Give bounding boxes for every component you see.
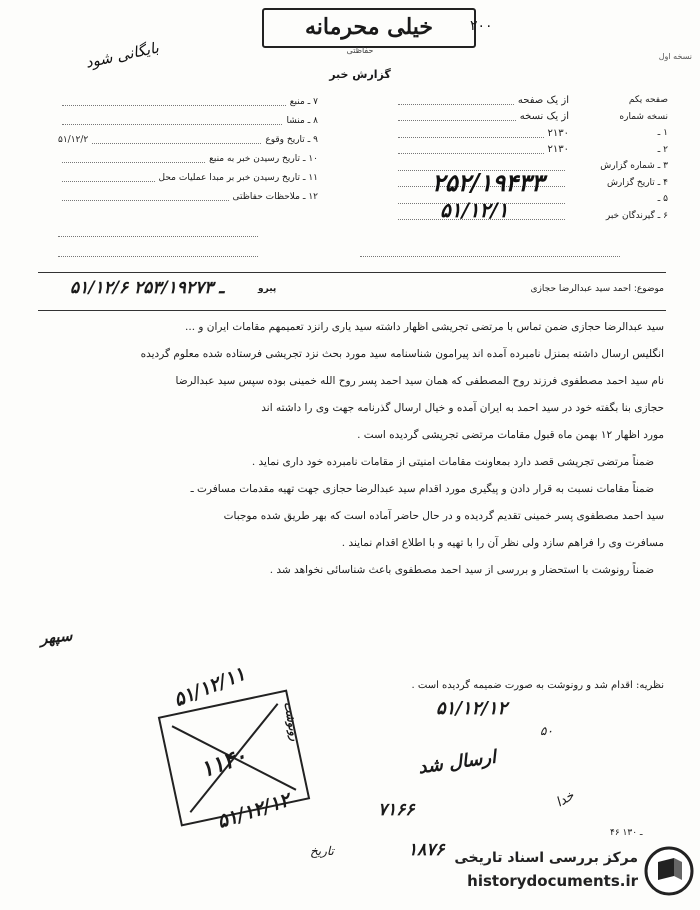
closing-remark: نظریه: اقدام شد و رونوشت به صورت ضمیمه گردیده است . <box>411 680 664 691</box>
body-line: مسافرت وی را فراهم سازد ولی نظر آن را با تهیه و با اطلاع اقدام نمایند . <box>341 537 664 549</box>
archive-logo-icon <box>644 846 694 896</box>
form-row: ۳ ـ شماره گزارش <box>398 158 668 175</box>
form-row: ۱۲ ـ ملاحظات حفاظتی <box>58 187 318 206</box>
form-row: ۱۰ ـ تاریخ رسیدن خبر به منبع <box>58 149 318 168</box>
handwritten-signature-2: ارسال شد <box>416 746 498 779</box>
handwritten-closing-sub: ۵۰ <box>540 724 553 738</box>
page-number: ۴۶ ـ ۱۳۰ <box>610 828 643 838</box>
handwritten-report-date: ۵۱/۱۲/۱ <box>440 198 509 222</box>
form-row: ۶ ـ گیرندگان خبر <box>398 208 668 225</box>
form-row: صفحه یکم از یک صفحه <box>398 92 668 109</box>
form-row: ۴ ـ تاریخ گزارش <box>398 175 668 192</box>
form-left <box>58 92 318 206</box>
copy-label: نسخه اول <box>658 52 692 61</box>
form-right <box>398 92 668 224</box>
report-title: گزارش خبر <box>329 68 391 81</box>
handwritten-signature: سپهر <box>39 626 74 648</box>
body-line: ضمناً مرتضی تجریشی قصد دارد بمعاونت مقامات امنیتی از مقامات نامبرده خود داری نماید . <box>251 456 654 468</box>
subject-line: موضوع: احمد سید عبدالرضا حجازی <box>530 284 664 294</box>
watermark-url: historydocuments.ir <box>467 872 638 890</box>
watermark <box>430 842 694 900</box>
divider <box>38 272 666 273</box>
form-row: ۲ ـ ۲۱۳۰ <box>398 142 668 159</box>
handwritten-closing-date: ۵۱/۱۲/۱۲ <box>436 698 508 719</box>
stamp-number: ۱۱۴۰ <box>196 742 251 784</box>
blank-line <box>360 256 620 257</box>
body-line: ضمناً رونوشت با استحضار و بررسی از سید احمد مصطفوی باعث شناسائی نخواهد شد . <box>269 564 654 576</box>
body-line: حجازی بنا بگفته خود در سید احمد به ایران آمده و خیال ارسال گذرنامه جهت وی را داشته اند <box>261 402 664 414</box>
handwritten-word: تاریخ <box>310 844 334 858</box>
body-line: مورد اظهار ۱۲ بهمن ماه قبول مقامات مرتضی تجریشی گردیده است . <box>357 429 664 441</box>
body-line: نام سید احمد مصطفوی فرزند روح المصطفی که همان سید احمد پسر روح الله خمینی بوده سپس سید عبدالرضا <box>175 375 664 387</box>
form-row: ۷ ـ منبع <box>58 92 318 111</box>
handwritten-margin-word: خدا <box>553 788 577 811</box>
handwritten-stamp-date: ۵۱/۱۲/۱۱ <box>170 662 249 712</box>
blank-line <box>58 236 258 237</box>
handwritten-report-number: ۲۵۲/۱۹۴۳۳ <box>432 168 544 197</box>
handwritten-subject-number: ۵۱/۱۲/۶ ـ ۲۵۳/۱۹۲۷۳ <box>70 278 225 298</box>
classification-stamp: خیلی محرمانه <box>262 8 476 48</box>
top-subtitle: حفاظتی <box>346 46 374 55</box>
watermark-title: مرکز بررسی اسناد تاریخی <box>454 850 638 866</box>
handwritten-margin-note: بایگانی شود <box>83 38 161 72</box>
body-line: انگلیس ارسال داشته بمنزل نامبرده آمده اند پیرامون شناسنامه سید مورد بحث نزد تجریشی فرستاده شده معلوم گردیده <box>140 348 664 360</box>
form-row: ۸ ـ منشا <box>58 111 318 130</box>
stamp-vertical-text: رونوشت <box>281 700 302 742</box>
form-row: ۱۱ ـ تاریخ رسیدن خبر بر مبدا عملیات محل <box>58 168 318 187</box>
divider <box>38 310 666 311</box>
handwritten-number: ۷۱۶۶ <box>378 800 415 820</box>
form-row: نسخه شماره از یک نسخه <box>398 109 668 126</box>
form-row: ۵ ـ <box>398 191 668 208</box>
handwritten-number-2: ۱۸۷۶ <box>408 840 445 860</box>
form-row: ۹ ـ تاریخ وقوع ۵۱/۱۲/۲ <box>58 134 318 145</box>
blank-line <box>58 256 258 257</box>
body-line: ضمناً مقامات نسبت به قرار دادن و پیگیری مورد اقدام سید عبدالرضا حجازی جهت تهیه مقدمات مسافرت ـ <box>190 483 654 495</box>
body-line: سید احمد مصطفوی پسر خمینی تقدیم گردیده و در حال حاضر آماده است که بهر طریق شده موجبات <box>223 510 664 522</box>
report-body <box>34 320 664 590</box>
body-line: سید عبدالرضا حجازی ضمن تماس با مرتضی تجریشی اظهار داشته سید یاری رانزد تعمیمهم مقامات ایران و ... <box>185 321 664 333</box>
form-row: ۱ ـ ۲۱۳۰ <box>398 125 668 142</box>
handwritten-date-2: ۵۱/۱۲/۱۲ <box>214 788 293 834</box>
pirov-label: پیرو <box>258 284 277 294</box>
top-number: ۲۰۰ <box>470 18 493 34</box>
